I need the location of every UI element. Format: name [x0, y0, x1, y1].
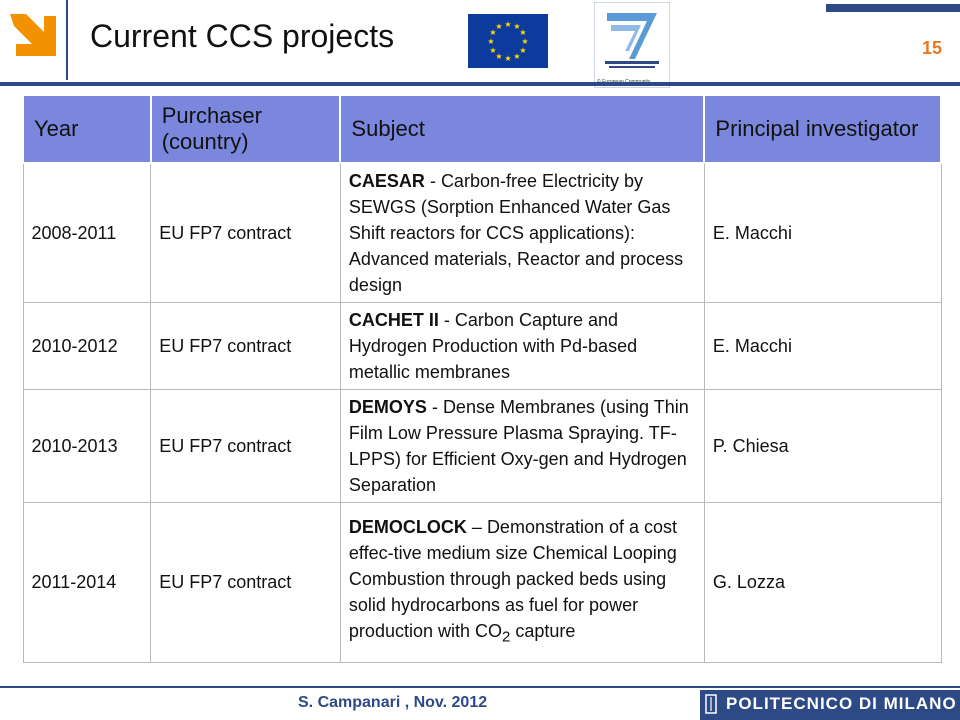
footer-rule [0, 686, 960, 688]
year-cell: 2008-2011 [23, 163, 151, 303]
subscript-two: 2 [502, 628, 511, 646]
project-name: CAESAR [348, 171, 425, 191]
svg-text:★: ★ [504, 20, 512, 29]
purchaser-cell: EU FP7 contract [151, 303, 341, 390]
logo-separator [66, 0, 68, 80]
project-name: DEMOYS [348, 397, 427, 417]
column-header-purchaser: Purchaser (country) [151, 95, 341, 163]
column-header-year: Year [23, 95, 151, 163]
purchaser-cell: EU FP7 contract [151, 163, 341, 303]
footer-university-name: POLITECNICO DI MILANO [726, 694, 957, 713]
svg-text:★: ★ [495, 52, 503, 61]
table-row [23, 390, 941, 503]
subject-cell: DEMOYS - Dense Membranes (using Thin Film Low Pressure Plasma Spraying. TF-LPPS) for Efficient Oxy-gen and Hydrogen Separation [340, 390, 704, 503]
year-cell: 2010-2013 [23, 390, 151, 503]
svg-text:★: ★ [521, 37, 529, 46]
column-header-investigator: Principal investigator [704, 95, 941, 163]
fp7-logo-icon [594, 2, 670, 88]
svg-text:★: ★ [519, 28, 527, 37]
svg-text:★: ★ [513, 52, 521, 61]
table-row [23, 163, 941, 303]
svg-text:★: ★ [489, 28, 497, 37]
svg-text:★: ★ [495, 22, 503, 31]
column-header-subject: Subject [340, 95, 704, 163]
svg-text:★: ★ [513, 22, 521, 31]
table-header-row [23, 95, 941, 163]
svg-text:★: ★ [489, 46, 497, 55]
purchaser-cell: EU FP7 contract [151, 503, 341, 663]
university-mark-icon [704, 693, 718, 715]
header-rule [0, 82, 960, 86]
project-description: Carbon Capture and Hydrogen Production with Pd-based metallic membranes [348, 310, 638, 382]
top-accent-bar [826, 4, 960, 12]
table-row [23, 303, 941, 390]
page-title: Current CCS projects [90, 18, 395, 54]
investigator-cell: G. Lozza [704, 503, 941, 663]
project-description: Demonstration of a cost effec-tive medium size Chemical Looping Combustion through packed beds using solid hydrocarbons as fuel for power production with CO [348, 517, 678, 642]
investigator-cell: E. Macchi [704, 303, 941, 390]
year-cell: 2010-2012 [23, 303, 151, 390]
footer-author: S. Campanari , Nov. 2012 [298, 694, 488, 711]
project-description-tail: capture [510, 621, 576, 642]
project-name: DEMOCLOCK [348, 517, 467, 538]
subject-cell: CACHET II - Carbon Capture and Hydrogen Production with Pd-based metallic membranes [340, 303, 704, 390]
year-cell: 2011-2014 [23, 503, 151, 663]
project-description: Carbon-free Electricity by SEWGS (Sorption Enhanced Water Gas Shift reactors for CCS applications): Advanced materials, Reactor and process design [348, 171, 684, 295]
investigator-cell: E. Macchi [704, 163, 941, 303]
page-number: 15 [921, 38, 942, 58]
svg-text:★: ★ [504, 54, 512, 63]
project-description: Dense Membranes (using Thin Film Low Pressure Plasma Spraying. TF-LPPS) for Efficient Oxy-gen and Hydrogen Separation [348, 397, 689, 495]
arrow-logo-icon [0, 0, 66, 80]
eu-flag-icon [468, 14, 548, 68]
projects-table [22, 94, 942, 663]
svg-text:★: ★ [487, 37, 495, 46]
subject-cell: CAESAR - Carbon-free Electricity by SEWGS (Sorption Enhanced Water Gas Shift reactors for CCS applications): Advanced materials, Reactor and process design [340, 163, 704, 303]
table-row [23, 503, 941, 663]
svg-text:★: ★ [519, 46, 527, 55]
subject-cell: DEMOCLOCK – Demonstration of a cost effec-tive medium size Chemical Looping Combustion through packed beds using solid hydrocarbons as fuel for power production with $CO_2$ capture [340, 503, 704, 663]
purchaser-cell: EU FP7 contract [151, 390, 341, 503]
investigator-cell: P. Chiesa [704, 390, 941, 503]
project-name: CACHET II [348, 310, 439, 330]
